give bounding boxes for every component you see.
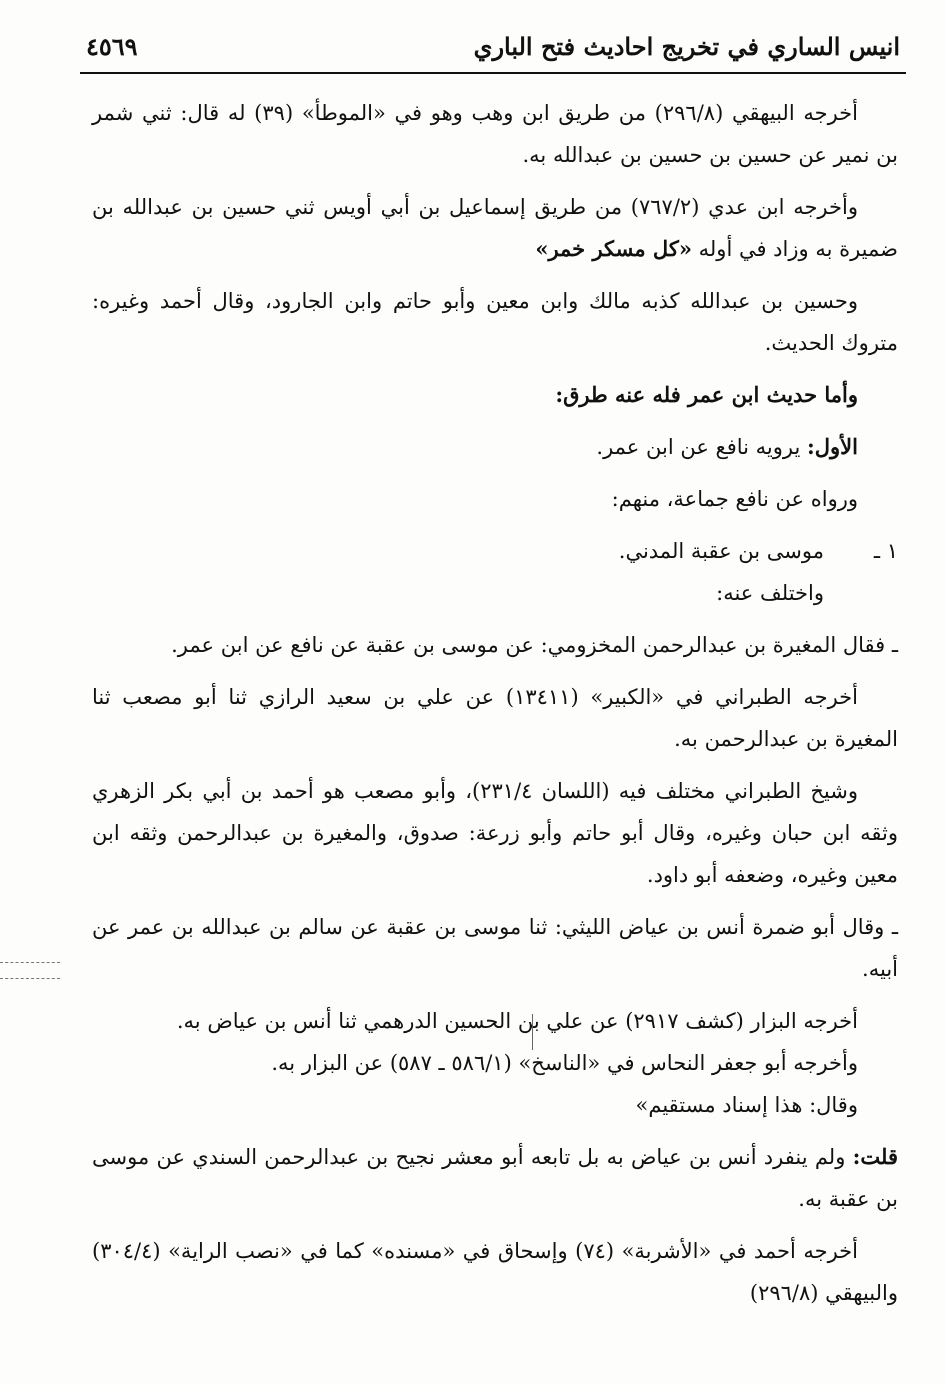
paragraph-tabarani-takhrij: أخرجه الطبراني في «الكبير» (١٣٤١١) عن علي بن سعيد الرازي ثنا أبو مصعب ثنا المغيرة بن عبدالرحمن به.: [92, 685, 898, 751]
paragraph-narrators-intro: ورواه عن نافع جماعة، منهم:: [611, 487, 858, 511]
paragraph-nahhas-takhrij: وأخرجه أبو جعفر النحاس في «الناسخ» (٥٨٦/١ ـ ٥٨٧) عن البزار به.: [271, 1051, 858, 1075]
paragraph-isnad-evaluation: وشيخ الطبراني مختلف فيه (اللسان ٢٣١/٤)، وأبو مصعب هو أحمد بن أبي بكر الزهري وثقه ابن حبان وغيره، وقال أبو حاتم وأبو زرعة: صدوق، والمغيرة بن عبدالرحمن وثقه ابن معين وغيره، وضعفه أبو داود.: [92, 779, 898, 887]
paragraph-text: وأخرجه ابن عدي (٧٦٧/٢) من طريق إسماعيل بن أبي أويس ثني حسين بن عبدالله بن ضميرة به وزاد في أوله: [92, 195, 898, 261]
paragraph-ahmad-takhrij: أخرجه أحمد في «الأشربة» (٧٤) وإسحاق في «مسنده» كما في «نصب الراية» (٣٠٤/٤) والبيهقي (٢٩٦/٨): [92, 1239, 898, 1305]
paragraph-nahhas-verdict: وقال: هذا إسناد مستقيم»: [635, 1093, 858, 1117]
page-header: [80, 28, 906, 74]
route-text: يرويه نافع عن ابن عمر.: [596, 435, 808, 459]
paragraph-first-route: [92, 426, 898, 468]
section-heading-ibn-umar: وأما حديث ابن عمر فله عنه طرق:: [555, 382, 858, 407]
list-item-text: موسى بن عقبة المدني.: [618, 539, 824, 563]
paragraph-bazzar-takhrij: أخرجه البزار (كشف ٢٩١٧) عن علي بن الحسين الدرهمي ثنا أنس بن عياض به.: [176, 1009, 858, 1033]
scan-artifact-mark: [532, 1014, 533, 1050]
route-label: الأول:: [807, 434, 858, 459]
list-item: [92, 530, 898, 572]
paragraph-abu-damra-route: ـ وقال أبو ضمرة أنس بن عياض الليثي: ثنا موسى بن عقبة عن سالم بن عبدالله بن عمر عن أبيه.: [92, 915, 898, 981]
emphasized-quote: «كل مسكر خمر»: [535, 236, 692, 261]
running-title: انيس الساري في تخريج احاديث فتح الباري: [473, 32, 900, 61]
paragraph-bayhaqi-takhrij: أخرجه البيهقي (٢٩٦/٨) من طريق ابن وهب وهو في «الموطأ» (٣٩) له قال: ثني شمر بن نمير عن حسين بن حسين بن عبدالله به.: [92, 101, 898, 167]
list-item-subtext: واختلف عنه:: [716, 581, 824, 605]
page-number: ٤٥٦٩: [86, 32, 138, 61]
note-label: قلت:: [852, 1144, 898, 1169]
list-item-number: ١ ـ: [873, 539, 898, 563]
note-text: ولم ينفرد أنس بن عياض به بل تابعه أبو معشر نجيح بن عبدالرحمن السندي عن موسى بن عقبة به.: [92, 1145, 898, 1211]
scan-artifact-line: [0, 962, 60, 963]
paragraph-mughira-route: ـ فقال المغيرة بن عبدالرحمن المخزومي: عن موسى بن عقبة عن نافع عن ابن عمر.: [171, 633, 898, 657]
scan-artifact-line: [0, 978, 60, 979]
paragraph-narrator-criticism: وحسين بن عبدالله كذبه مالك وابن معين وأبو حاتم وابن الجارود، وقال أحمد وغيره: متروك الحديث.: [92, 289, 898, 355]
paragraph-author-note: [92, 1136, 898, 1220]
paragraph-ibn-adi-takhrij: [92, 186, 898, 270]
page-body: [92, 92, 898, 1324]
